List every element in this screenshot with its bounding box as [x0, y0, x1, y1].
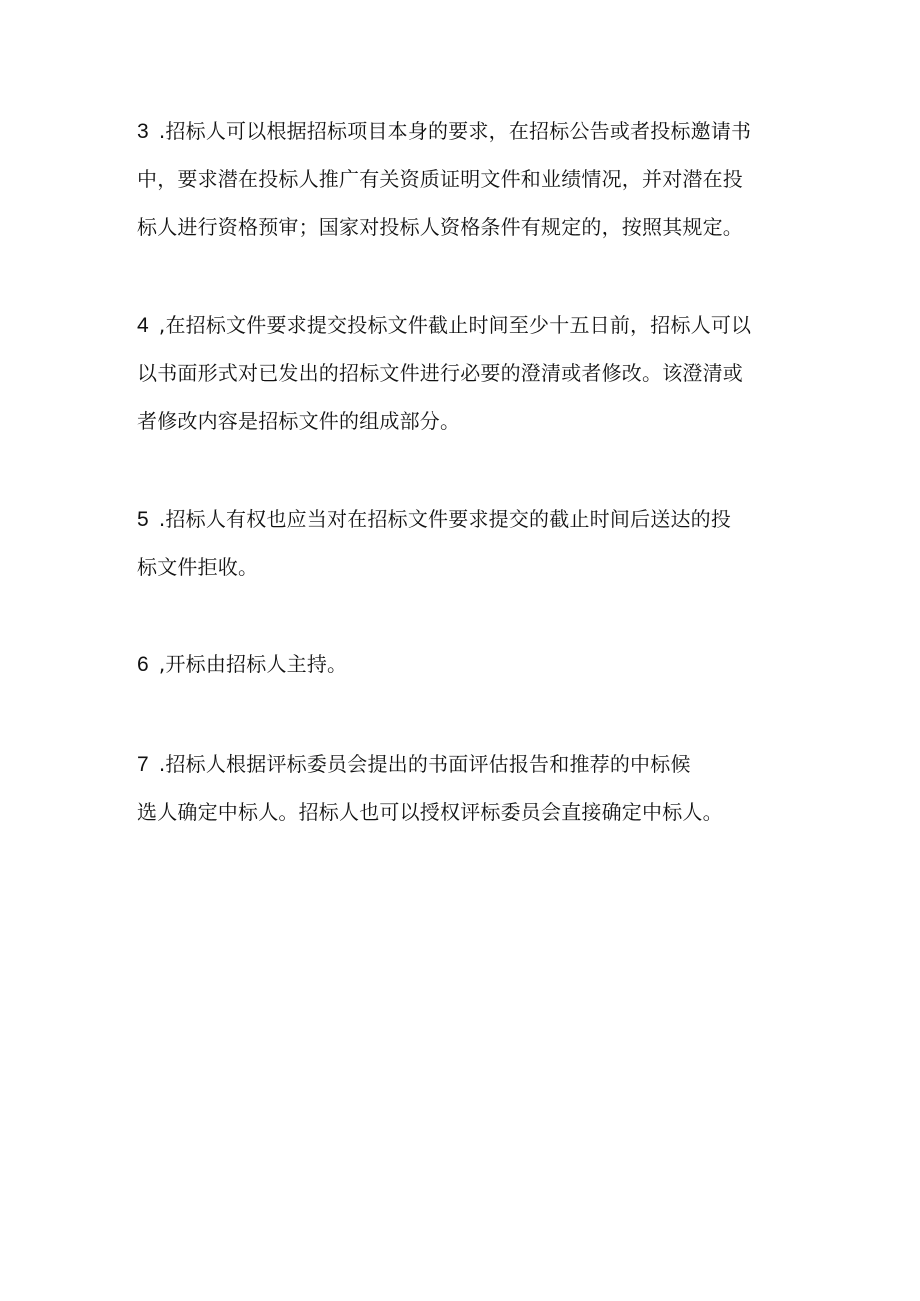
clause-7-line-1 [137, 740, 797, 788]
clause-text: .招标人根据评标委员会提出的书面评估报告和推荐的中标候 [158, 752, 691, 776]
clause-4-line-1 [137, 301, 797, 349]
clause-text: ,开标由招标人主持。 [158, 652, 348, 676]
clause-number: 3 [137, 120, 149, 143]
clause-3-line-2: 中，要求潜在投标人推广有关资质证明文件和业绩情况，并对潜在投 [137, 167, 743, 191]
clause-5-line-1 [137, 495, 797, 543]
clause-4-line-3: 者修改内容是招标文件的组成部分。 [137, 409, 461, 433]
clause-6-line-1 [137, 640, 797, 688]
clause-3 [137, 107, 797, 251]
clause-5 [137, 495, 797, 591]
clause-number: 7 [137, 753, 149, 776]
clause-4 [137, 301, 797, 445]
clause-7-line-2: 选人确定中标人。招标人也可以授权评标委员会直接确定中标人。 [137, 800, 723, 824]
clause-number: 5 [137, 508, 149, 531]
clause-7 [137, 740, 797, 836]
clause-number: 4 [137, 314, 149, 337]
clause-text: ,在招标文件要求提交投标文件截止时间至少十五日前，招标人可以 [158, 313, 752, 337]
clause-number: 6 [137, 653, 149, 676]
clause-text: .招标人可以根据招标项目本身的要求，在招标公告或者投标邀请书 [158, 119, 752, 143]
clause-3-line-3: 标人进行资格预审；国家对投标人资格条件有规定的，按照其规定。 [137, 215, 743, 239]
clause-5-line-2: 标文件拒收。 [137, 555, 259, 579]
clause-text: .招标人有权也应当对在招标文件要求提交的截止时间后送达的投 [158, 507, 732, 531]
clause-4-line-2: 以书面形式对已发出的招标文件进行必要的澄清或者修改。该澄清或 [137, 361, 743, 385]
clause-3-line-1 [137, 107, 797, 155]
clause-6 [137, 640, 797, 688]
